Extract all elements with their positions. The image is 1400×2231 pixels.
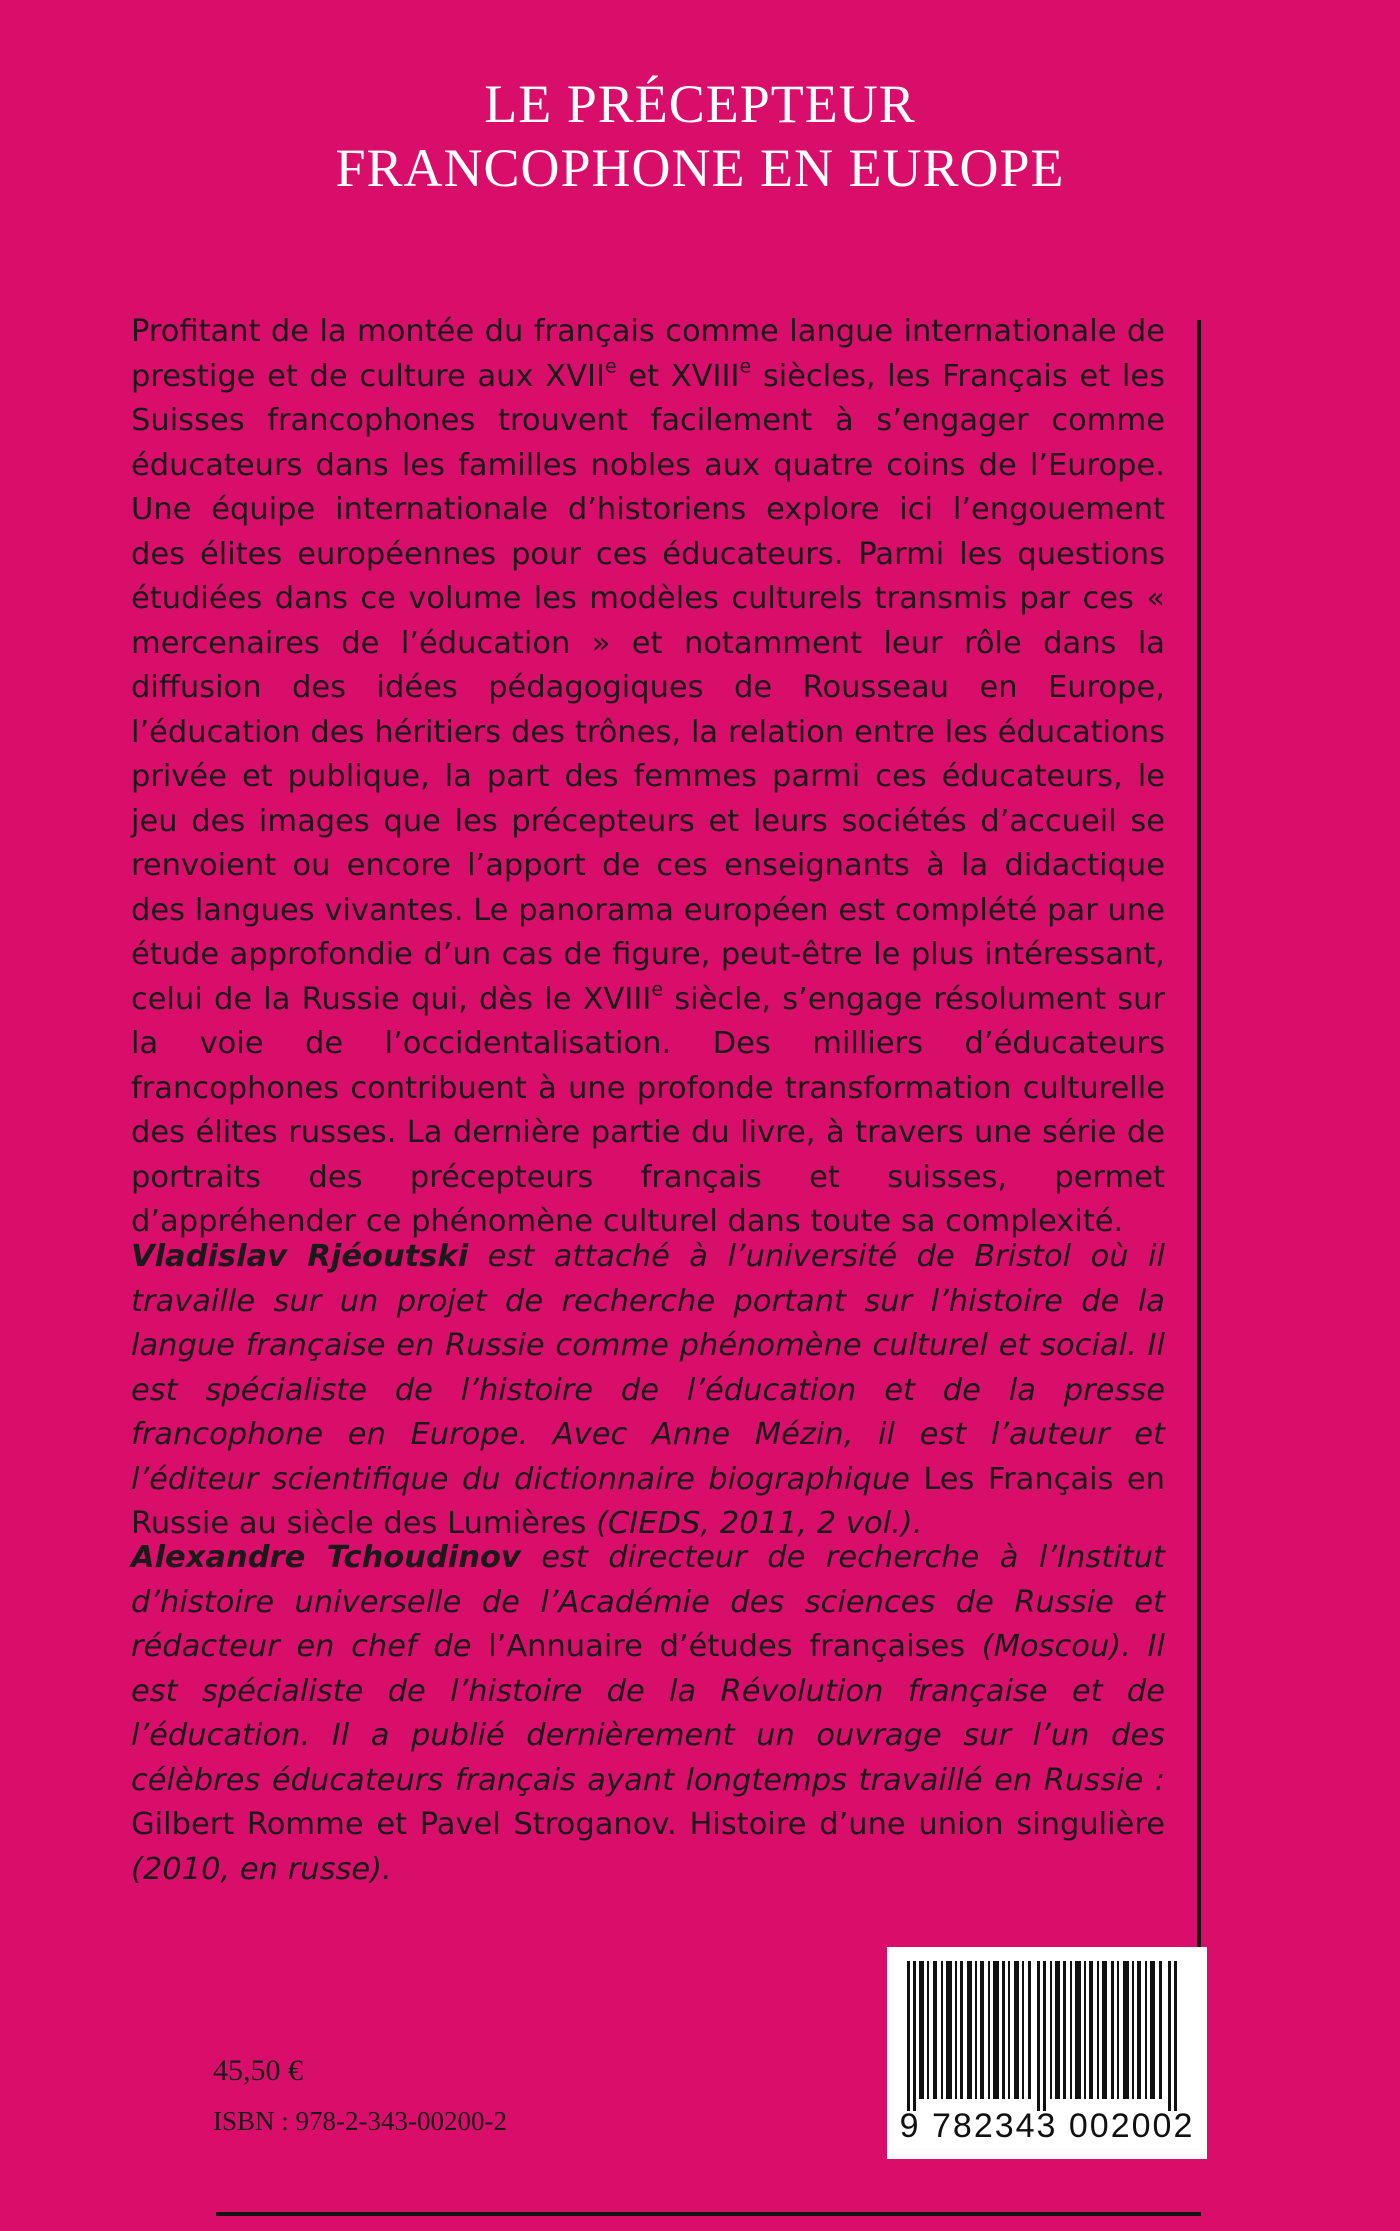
summary-sup-2: e: [739, 354, 752, 377]
bio1-book-title: Les Français en Russie au siècle des Lumières: [131, 1461, 1165, 1541]
barcode-digits: 9 782343 002002: [899, 2107, 1195, 2145]
summary-text-1: Profitant de la montée du français comme langue internationale de prestige et de culture aux XVII: [131, 314, 1165, 394]
summary-text-2: et XVIII: [616, 358, 740, 394]
bio2-text-3: (2010, en russe).: [131, 1851, 392, 1887]
price: 45,50 €: [213, 2054, 303, 2087]
barcode-bars: [887, 1947, 1207, 2117]
bio2-text-1: est directeur de recherche à l’Institut d’histoire universelle de l’Académie des sciences de Russie et rédacteur en chef de: [131, 1540, 1165, 1664]
title-line-1: LE PRÉCEPTEUR: [484, 74, 916, 134]
author-bio-rjeoutski: [131, 1235, 1165, 1547]
author-name-tchoudinov: Alexandre Tchoudinov: [131, 1540, 521, 1575]
summary-sup-3: e: [651, 977, 664, 1000]
bio1-text-2: (CIEDS, 2011, 2 vol.).: [596, 1506, 923, 1541]
author-bio-tchoudinov: [131, 1536, 1165, 1892]
horizontal-rule: [216, 2212, 1201, 2216]
title-line-2: FRANCOPHONE EN EUROPE: [335, 138, 1065, 198]
isbn-number: ISBN : 978-2-343-00200-2: [213, 2106, 507, 2136]
bio2-journal-title: l’Annuaire d’études françaises: [471, 1629, 982, 1664]
summary-sup-1: e: [604, 354, 617, 377]
book-title: [0, 72, 1400, 200]
summary-text-3: siècles, les Français et les Suisses francophones trouvent facilement à s’engager comme éducateurs dans les familles nobles aux quatre coins de l’Europe. Une équipe internationale d’historiens explore ici l’engouement des élites européennes pour ces éducateurs. Parmi les questions étudiées dans ce volume les modèles culturels transmis par ces « mercenaires de l’éducation » et notamment leur rôle dans la diffusion des idées pédagogiques de Rousseau en Europe, l’éducation des héritiers des trônes, la relation entre les éducations privée et publique, la part des femmes parmi ces éducateurs, le jeu des images que les précepteurs et leurs sociétés d’accueil se renvoient ou encore l’apport de ces enseignants à la didactique des langues vivantes. Le panorama européen est complété par une étude approfondie d’un cas de figure, peut-être le plus intéressant, celui de la Russie qui, dès le XVIII: [131, 358, 1166, 1017]
bio2-book-title: Gilbert Romme et Pavel Stroganov. Histoire d’une union singulière: [131, 1807, 1165, 1842]
summary-text-4: siècle, s’engage résolument sur la voie de l’occidentalisation. Des milliers d’éducateurs francophones contribuent à une profonde transformation culturelle des élites russes. La dernière partie du livre, à travers une série de portraits des précepteurs français et suisses, permet d’appréhender ce phénomène culturel dans toute sa complexité.: [131, 981, 1166, 1239]
bio2-text-2: (Moscou). Il est spécialiste de l’histoire de la Révolution française et de l’éducation. Il a publié dernièrement un ouvrage sur l’un des célèbres éducateurs français ayant longtemps travaillé en Russie :: [131, 1629, 1165, 1798]
bio1-text-1: est attaché à l’université de Bristol où il travaille sur un projet de recherche portant sur l’histoire de la langue française en Russie comme phénomène culturel et social. Il est spécialiste de l’histoire de l’éducation et de la presse francophone en Europe. Avec Anne Mézin, il est l’auteur et l’éditeur scientifique du dictionnaire biographique: [131, 1239, 1165, 1497]
isbn-barcode: [887, 1947, 1207, 2159]
vertical-rule: [1197, 320, 1201, 1960]
summary-paragraph: [131, 310, 1165, 1245]
author-name-rjeoutski: Vladislav Rjéoutski: [131, 1239, 469, 1274]
